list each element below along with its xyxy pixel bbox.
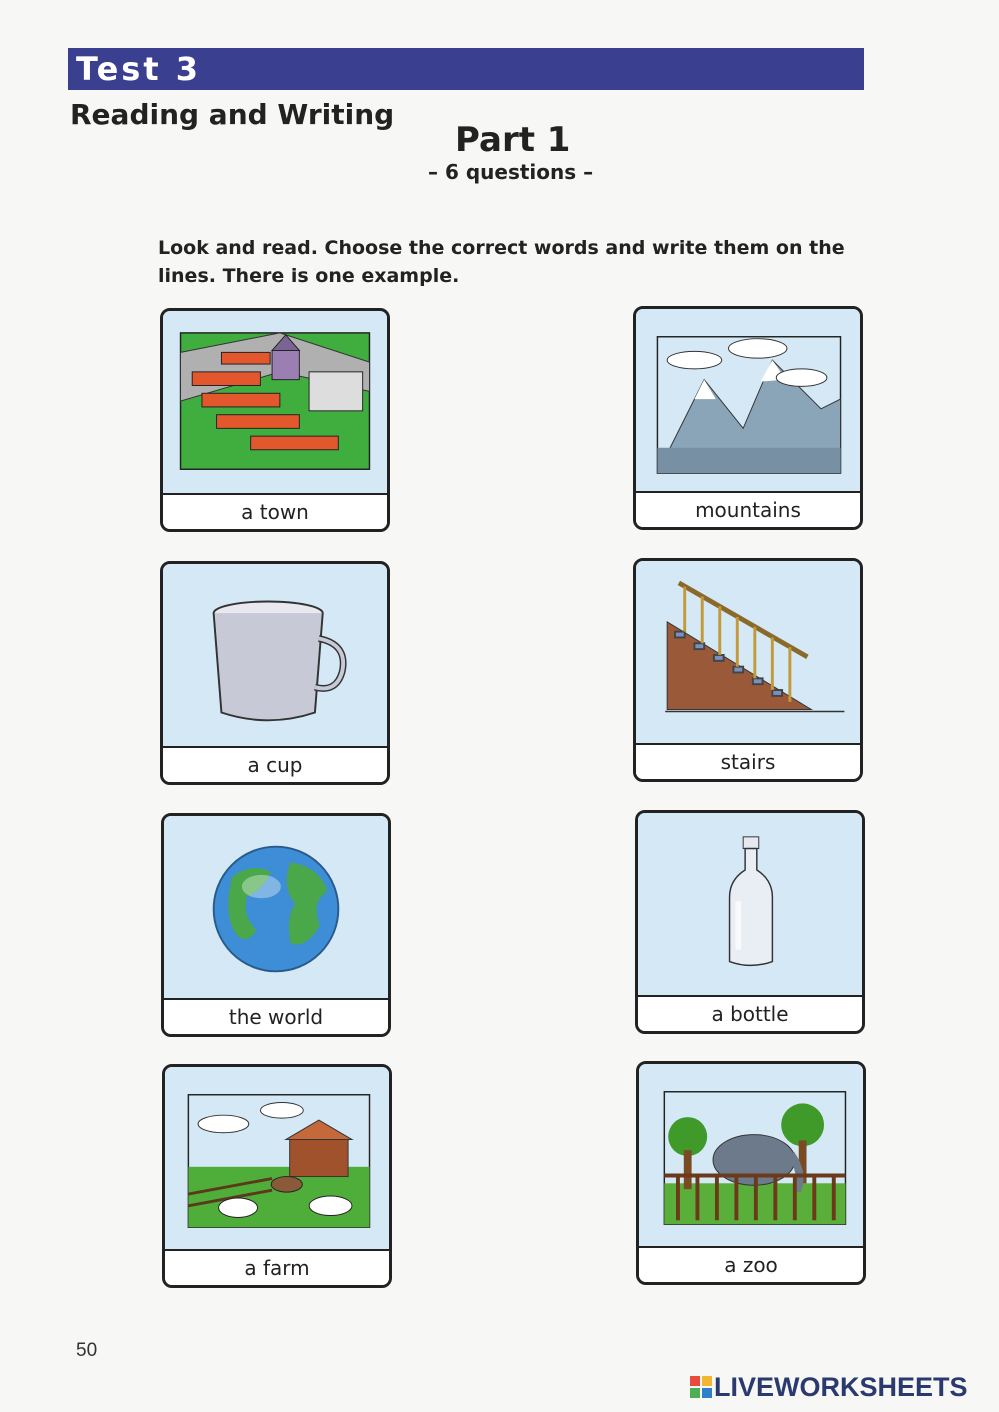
liveworksheets-logo-icon xyxy=(690,1376,712,1398)
card-cup xyxy=(160,561,390,785)
card-stairs xyxy=(633,558,863,782)
card-label: a cup xyxy=(163,746,387,782)
town-icon xyxy=(163,311,387,497)
part-title: Part 1 xyxy=(455,120,571,160)
stairs-icon xyxy=(636,561,860,747)
card-farm xyxy=(162,1064,392,1288)
card-label: a bottle xyxy=(638,995,862,1031)
test-banner xyxy=(68,48,864,90)
card-mountains xyxy=(633,306,863,530)
card-label: a zoo xyxy=(639,1246,863,1282)
farm-icon xyxy=(165,1067,389,1253)
page-number: 50 xyxy=(76,1340,98,1361)
section-title: Reading and Writing xyxy=(70,98,395,131)
cup-icon xyxy=(163,564,387,750)
instructions: Look and read. Choose the correct words and write them on the lines. There is one example. xyxy=(158,237,845,287)
card-label: mountains xyxy=(636,491,860,527)
card-world xyxy=(161,813,391,1037)
card-town xyxy=(160,308,390,532)
globe-icon xyxy=(164,816,388,1002)
card-label: a town xyxy=(163,493,387,529)
brand-text: LIVEWORKSHEETS xyxy=(714,1372,968,1402)
mountains-icon xyxy=(636,309,860,495)
card-label: the world xyxy=(164,998,388,1034)
card-zoo xyxy=(636,1061,866,1285)
card-bottle xyxy=(635,810,865,1034)
card-label: a farm xyxy=(165,1249,389,1285)
bottle-icon xyxy=(638,813,862,999)
liveworksheets-logo xyxy=(690,1372,968,1403)
card-label: stairs xyxy=(636,743,860,779)
banner-title: Test 3 xyxy=(76,50,202,88)
questions-count: – 6 questions – xyxy=(428,160,594,184)
zoo-icon xyxy=(639,1064,863,1250)
